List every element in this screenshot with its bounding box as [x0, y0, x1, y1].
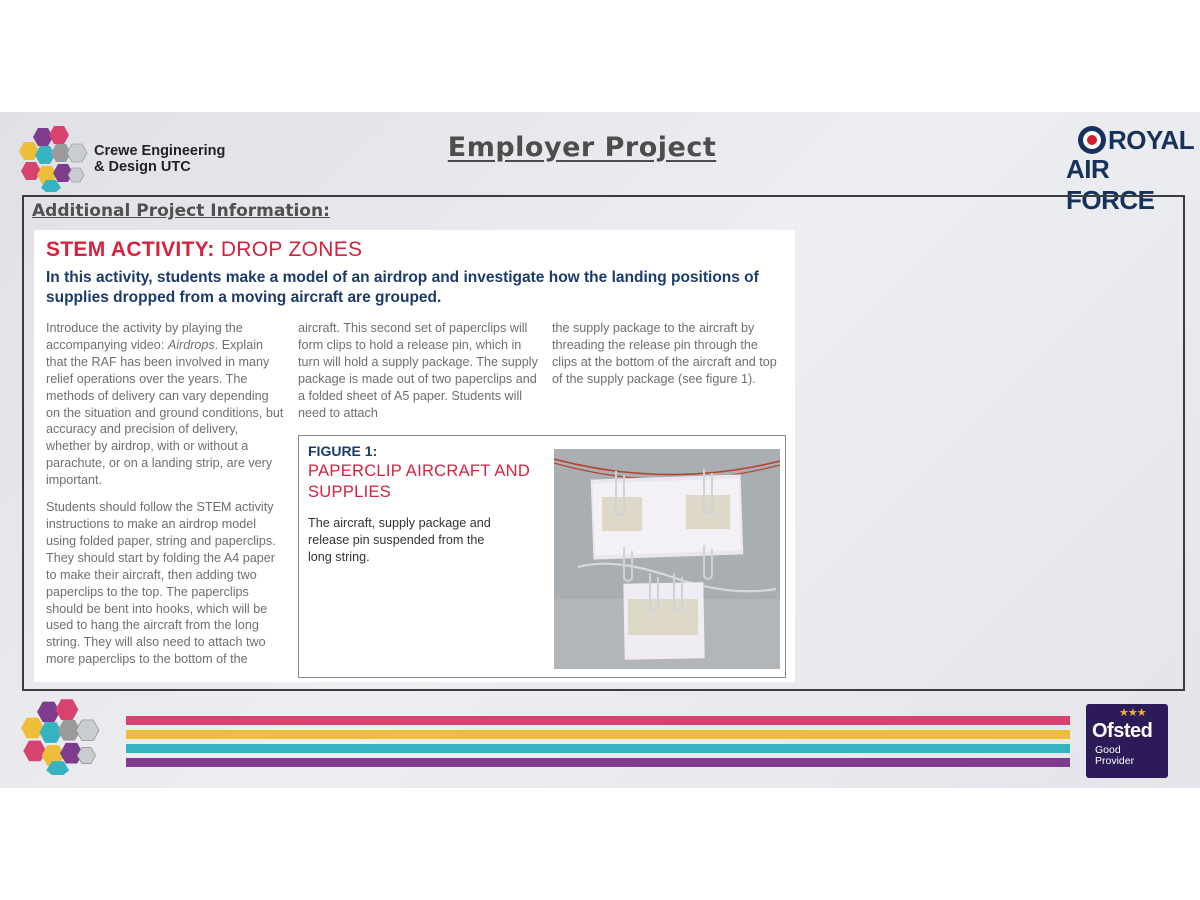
section-heading: Additional Project Information: [32, 201, 330, 221]
raf-logo-line2: AIR FORCE [1066, 154, 1155, 215]
text-column-1 [46, 320, 286, 668]
ofsted-stars-icon: ★★★ [1119, 706, 1146, 719]
activity-title-rest: DROP ZONES [214, 238, 363, 261]
col1-paragraph-1 [46, 320, 286, 489]
raf-logo-line1: ROYAL [1108, 125, 1195, 155]
text-column-2 [298, 320, 538, 421]
ofsted-grade [1095, 745, 1165, 767]
raf-logo [1064, 124, 1195, 215]
footer-stripes [126, 716, 1070, 768]
school-name-line2: & Design UTC [94, 159, 191, 175]
figure-label: FIGURE 1: [308, 443, 378, 459]
raf-roundel-icon [1078, 126, 1106, 154]
col1-p1-text-a: Introduce the activity by playing the accompanying video: [46, 321, 243, 352]
col3-paragraph: the supply package to the aircraft by threading the release pin through the clips at the bottom of the aircraft and top of the supply package (see figure 1). [552, 321, 777, 386]
page-title: Employer Project [447, 132, 717, 163]
text-column-3 [552, 320, 778, 388]
figure-caption: The aircraft, supply package and release pin suspended from the long string. [308, 516, 491, 564]
activity-title [46, 238, 362, 262]
ofsted-grade-line1: Good [1095, 744, 1121, 756]
col1-paragraph-2: Students should follow the STEM activity instructions to make an airdrop model using folded paper, string and paperclips. They should start by folding the A4 paper to make their aircraft, then adding two paperclips to the top. The paperclips should be bent into hooks, which will be used to hang the aircraft from the long string. They will also need to attach two more paperclips to the bottom of the [46, 500, 276, 667]
stripe-teal [126, 744, 1070, 753]
figure-1 [298, 435, 786, 678]
stripe-yellow [126, 730, 1070, 739]
paperclip-aircraft-photo [554, 449, 780, 669]
stripe-purple [126, 758, 1070, 767]
col1-p1-video-title: Airdrops [167, 337, 215, 352]
utc-logo-footer [16, 697, 104, 775]
ofsted-grade-line2: Provider [1095, 755, 1135, 767]
ofsted-badge [1086, 704, 1168, 778]
school-name-line1: Crewe Engineering [94, 143, 226, 159]
ofsted-name: Ofsted [1092, 720, 1153, 742]
col1-p1-text-b: . Explain that the RAF has been involved in many relief operations over the years. The methods of delivery can vary depending on the situation and ground conditions, but accuracy and precision of delivery, whether by airdrop, with or without a parachute, or on a landing strip, are very important. [46, 337, 284, 488]
content-frame [22, 195, 1185, 691]
col2-paragraph: aircraft. This second set of paperclips will form clips to hold a release pin, which in turn will hold a supply package. The supply package is made out of two paperclips and a folded sheet of A5 paper. Students will need to attach [298, 321, 538, 420]
activity-document [34, 230, 795, 682]
slide [0, 112, 1200, 788]
activity-title-bold: STEM ACTIVITY: [46, 238, 215, 261]
activity-intro: In this activity, students make a model of an airdrop and investigate how the landing positions of supplies dropped from a moving aircraft are grouped. [46, 269, 759, 306]
figure-title: PAPERCLIP AIRCRAFT AND SUPPLIES [308, 462, 531, 501]
stripe-pink [126, 716, 1070, 725]
